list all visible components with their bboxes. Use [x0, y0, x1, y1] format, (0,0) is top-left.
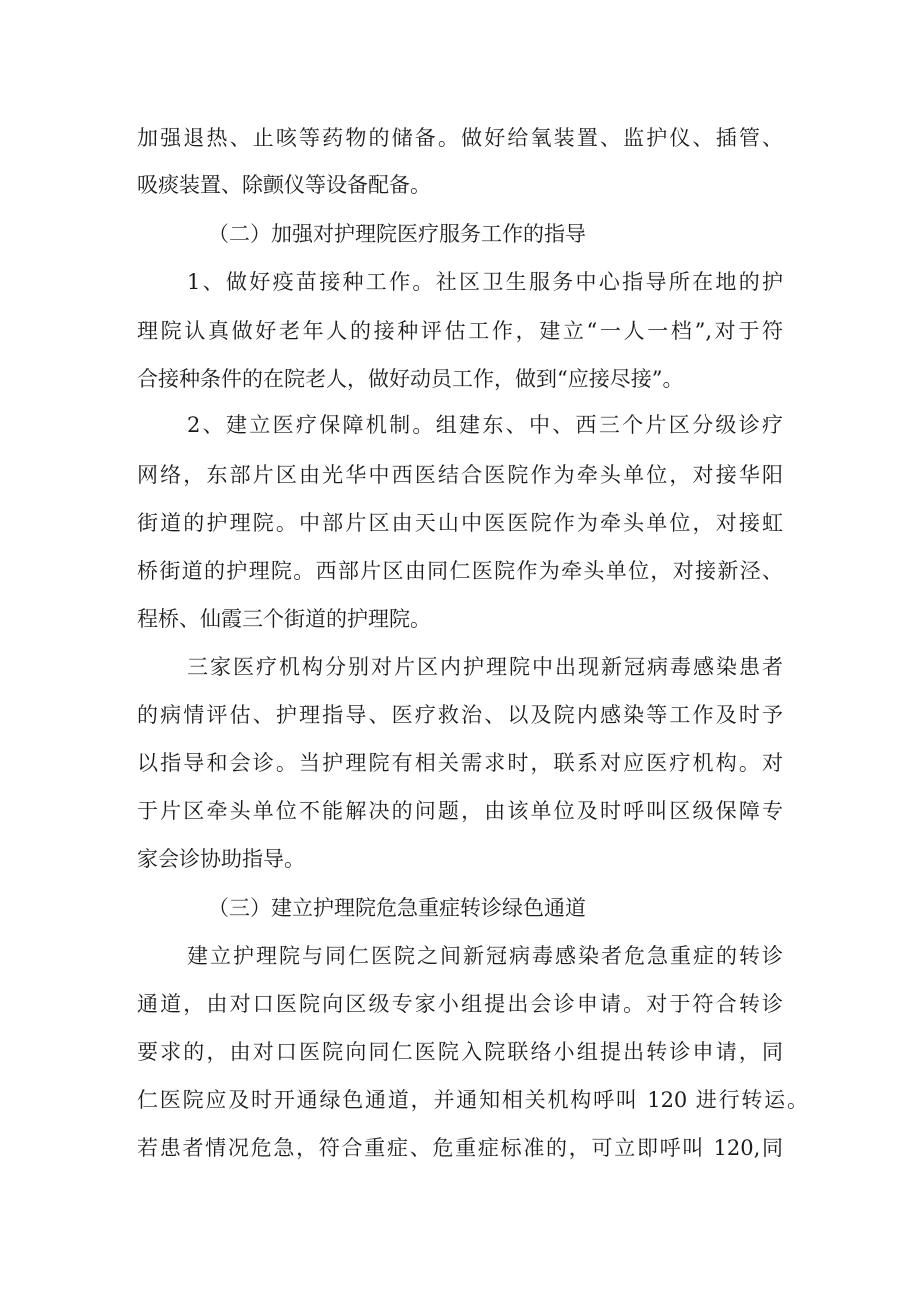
text-line: 加强退热、止咳等药物的储备。做好给氧装置、监护仪、插管、 [137, 126, 783, 150]
text-line: 网络，东部片区由光华中西医结合医院作为牵头单位，对接华阳 [137, 463, 783, 487]
text-line: 通道，由对口医院向区级专家小组提出会诊申请。对于符合转诊 [137, 992, 783, 1016]
text-line: 的病情评估、护理指导、医疗救治、以及院内感染等工作及时予 [137, 703, 783, 727]
text-line: 1、做好疫苗接种工作。社区卫生服务中心指导所在地的护 [187, 270, 783, 294]
text-line: 吸痰装置、除颤仪等设备配备。 [137, 173, 431, 197]
text-line: 若患者情况危急，符合重症、危重症标准的，可立即呼叫 120,同 [137, 1136, 783, 1160]
text-line: 以指导和会诊。当护理院有相关需求时，联系对应医疗机构。对 [137, 751, 783, 775]
text-line: 理院认真做好老年人的接种评估工作，建立“一人一档”,对于符 [137, 319, 783, 343]
text-line: 三家医疗机构分别对片区内护理院中出现新冠病毒感染患者 [187, 655, 783, 679]
text-line: 程桥、仙霞三个街道的护理院。 [137, 607, 431, 631]
section-heading: （三）建立护理院危急重症转诊绿色通道 [208, 896, 586, 920]
text-line: 仁医院应及时开通绿色通道，并通知相关机构呼叫 120 进行转运。 [137, 1088, 808, 1112]
text-line: 合接种条件的在院老人，做好动员工作，做到“应接尽接”。 [137, 367, 684, 391]
text-line: 街道的护理院。中部片区由天山中医医院作为牵头单位，对接虹 [137, 511, 783, 535]
section-heading: （二）加强对护理院医疗服务工作的指导 [208, 222, 586, 246]
text-line: 家会诊协助指导。 [137, 847, 305, 871]
text-line: 于片区牵头单位不能解决的问题，由该单位及时呼叫区级保障专 [137, 799, 783, 823]
text-line: 桥街道的护理院。西部片区由同仁医院作为牵头单位，对接新泾、 [137, 559, 783, 583]
text-line: 2、建立医疗保障机制。组建东、中、西三个片区分级诊疗 [187, 413, 783, 437]
text-line: 建立护理院与同仁医院之间新冠病毒感染者危急重症的转诊 [187, 944, 783, 968]
text-line: 要求的，由对口医院向同仁医院入院联络小组提出转诊申请，同 [137, 1040, 783, 1064]
